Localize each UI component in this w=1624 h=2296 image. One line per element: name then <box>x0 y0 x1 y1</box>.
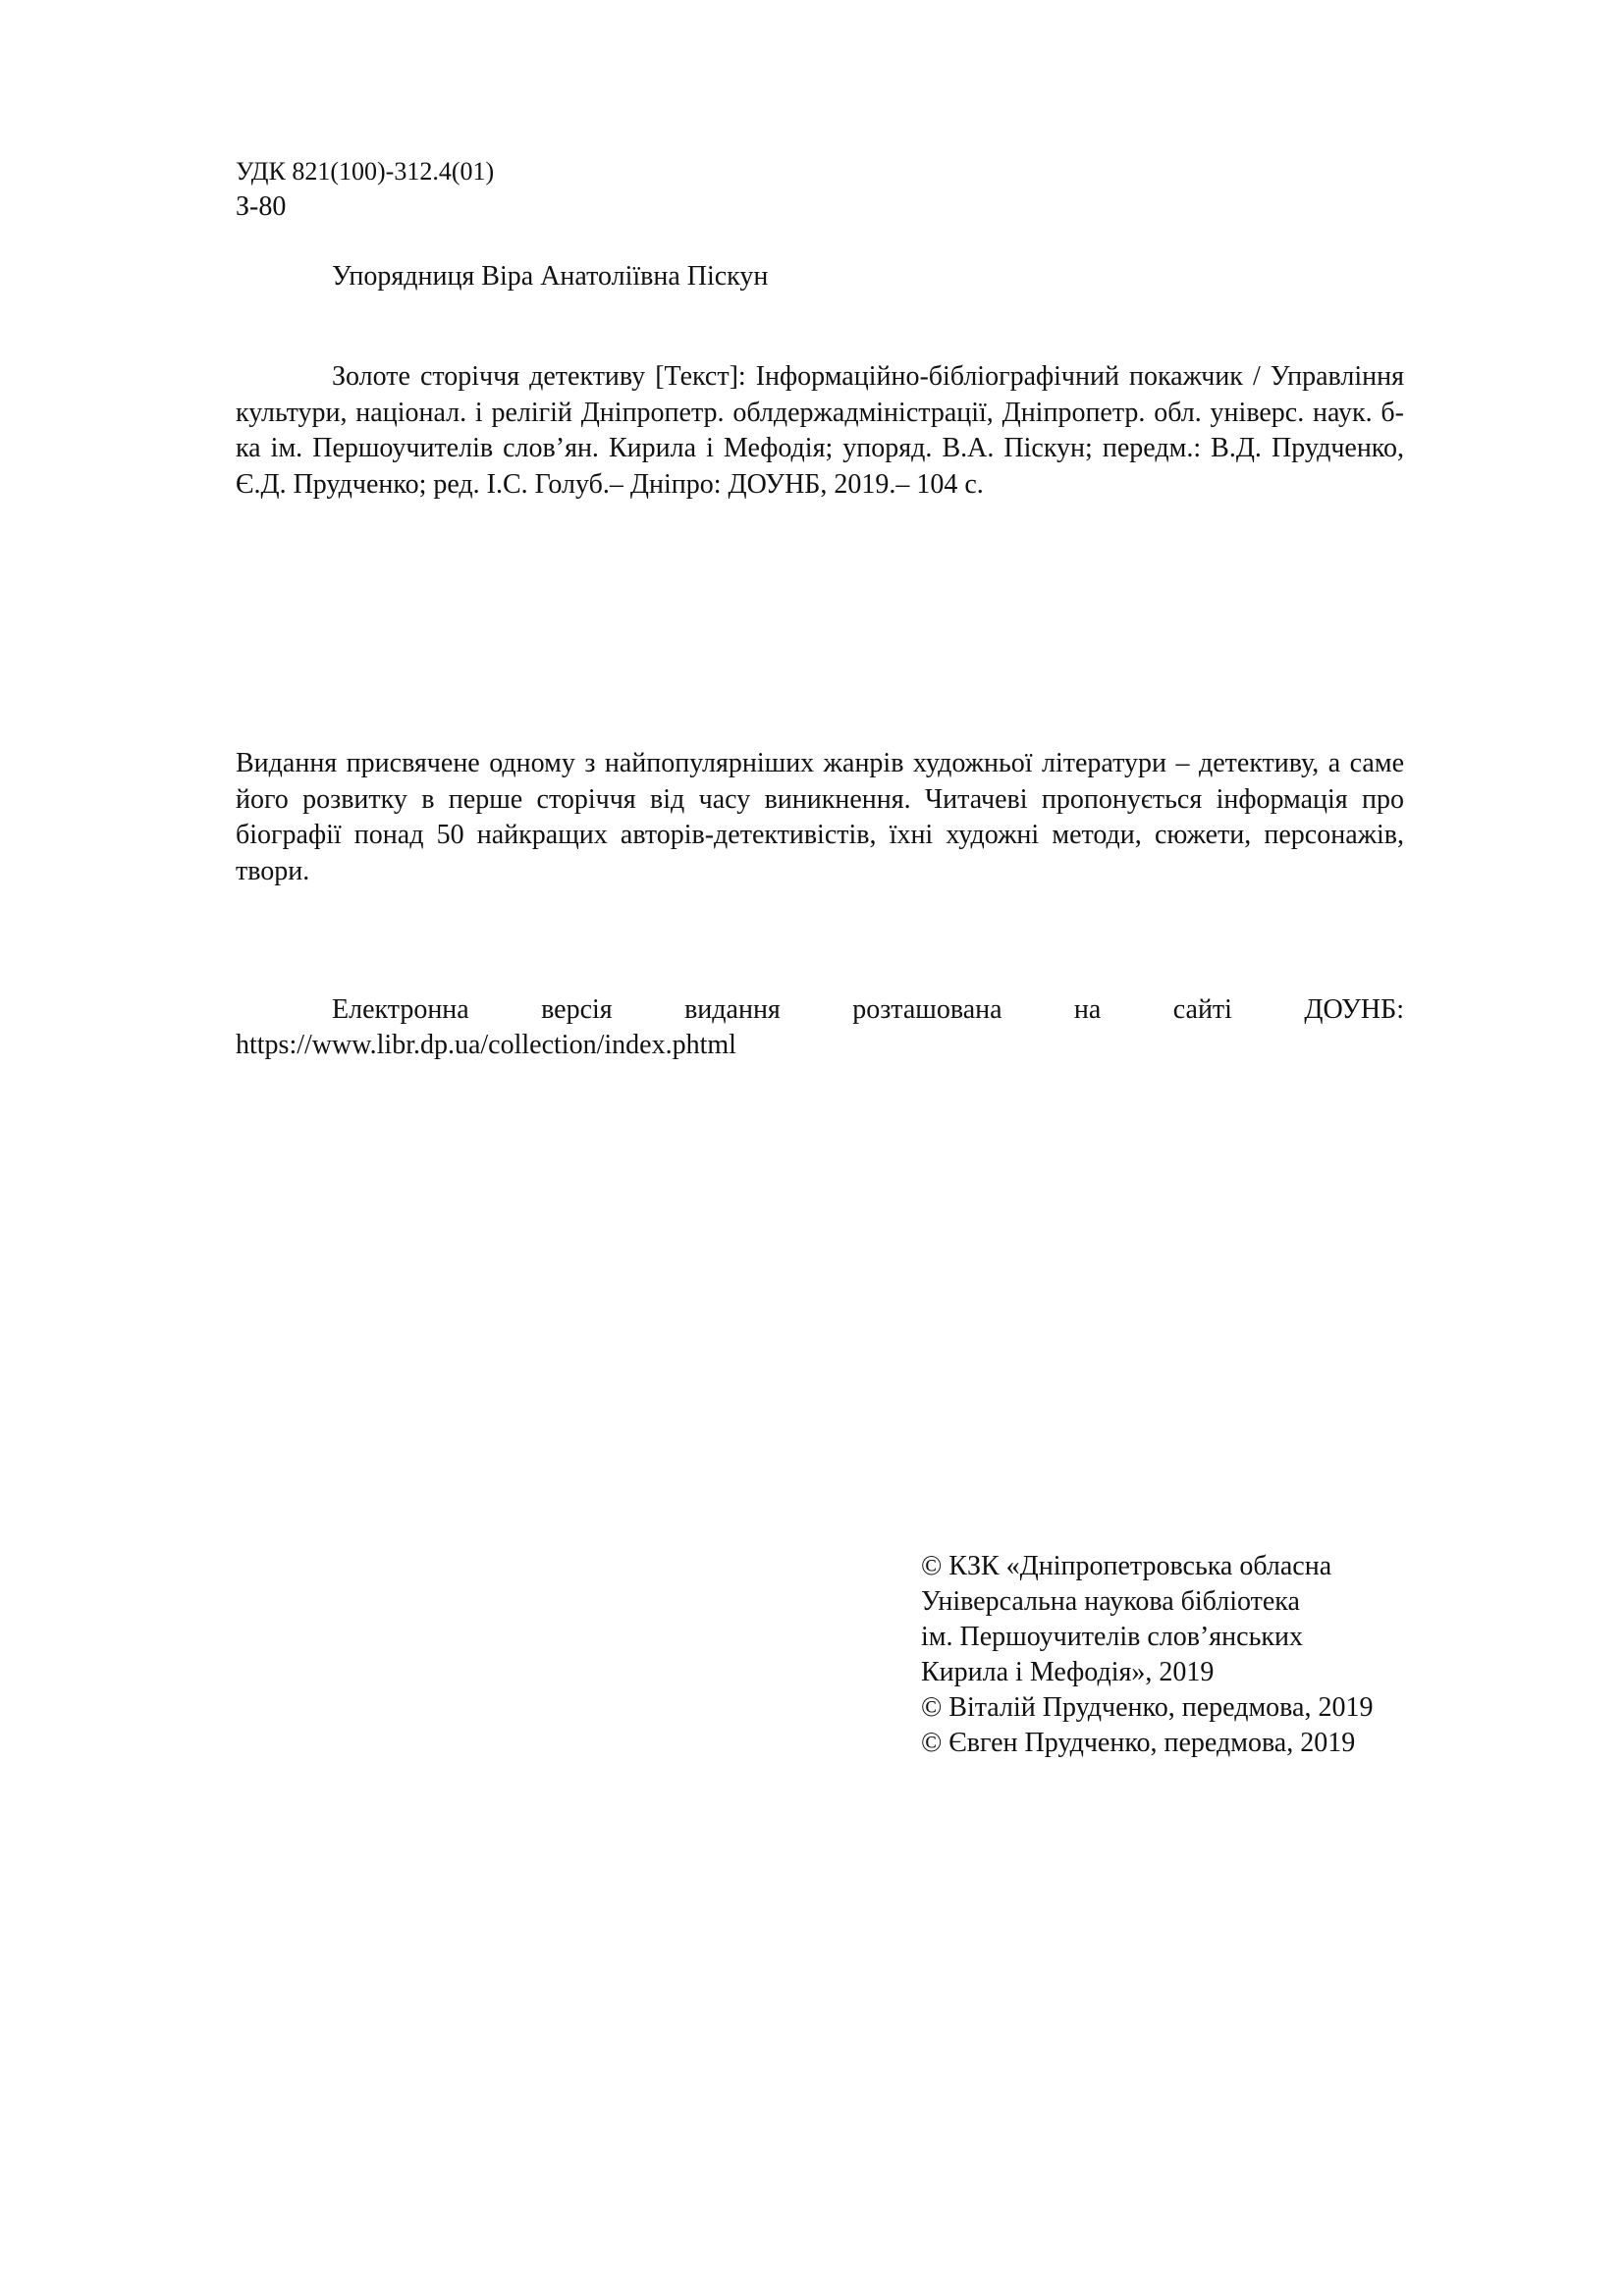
author-sign: З-80 <box>236 191 287 222</box>
bibliographic-description: Золоте сторіччя детективу [Текст]: Інформаційно-бібліографічний покажчик / Управління культури, націонал. і релігій Дніпропетр. облдержадміністрації, Дніпропетр. обл. універс. наук. б-ка ім. Першоучителів слов’ян. Кирила і Мефодія; упоряд. В.А. Піскун; передм.: В.Д. Прудченко, Є.Д. Прудченко; ред. І.С. Голуб.– Дніпро: ДОУНБ, 2019.– 104 с. <box>236 361 1404 500</box>
copyright-block <box>921 1549 1412 1761</box>
electronic-version-url[interactable]: https://www.libr.dp.ua/collection/index.phtml <box>236 1030 736 1060</box>
copyright-line: © Євген Прудченко, передмова, 2019 <box>921 1728 1356 1758</box>
copyright-line: ім. Першоучителів слов’янських <box>921 1622 1303 1652</box>
compiler-line: Упорядниця Віра Анатоліївна Піскун <box>332 261 769 292</box>
copyright-line: Універсальна наукова бібліотека <box>921 1586 1300 1617</box>
udk-code: УДК 821(100)-312.4(01) <box>236 157 495 186</box>
annotation: Видання присвячене одному з найпопулярніших жанрів художньої літератури – детективу, а саме його розвитку в перше сторіччя від часу виникнення. Читачеві пропонується інформація про біографії понад 50 найкращих авторів-детективістів, їхні художні методи, сюжети, персонажів, твори. <box>236 748 1404 886</box>
copyright-line: Кирила і Мефодія», 2019 <box>921 1657 1215 1687</box>
electronic-version-text: Електронна версія видання розташована на сайті ДОУНБ: <box>332 994 1404 1025</box>
copyright-line: © КЗК «Дніпропетровська обласна <box>921 1551 1332 1581</box>
copyright-line: © Віталій Прудченко, передмова, 2019 <box>921 1692 1374 1723</box>
